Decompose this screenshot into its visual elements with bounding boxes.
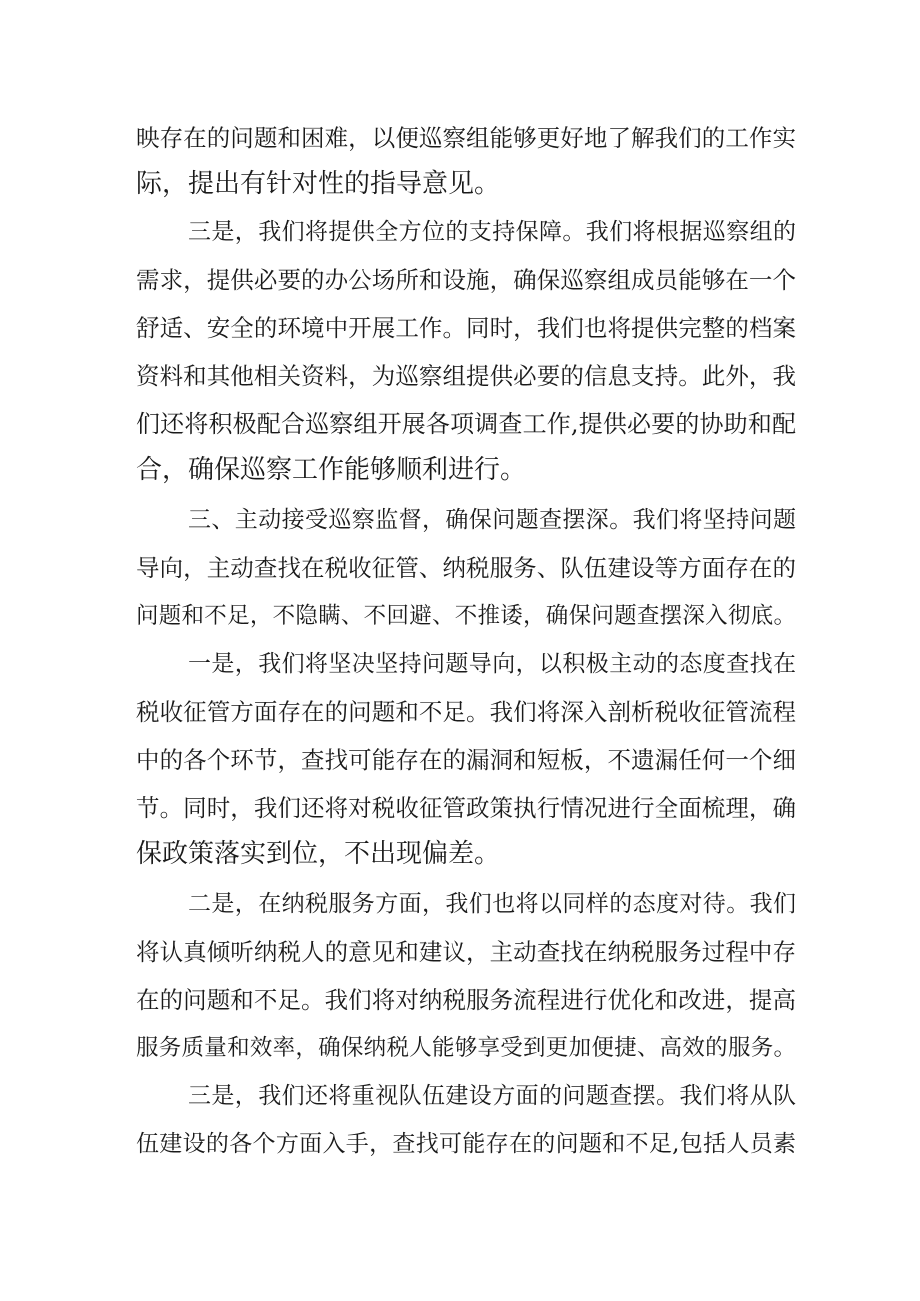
text-line: 资料和其他相关资料，为巡察组提供必要的信息支持。此外，我 bbox=[136, 362, 796, 390]
text-line: 二是，在纳税服务方面，我们也将以同样的态度对待。我们 bbox=[188, 891, 796, 917]
text-line: 问题和不足，不隐瞒、不回避、不推诿，确保问题查摆深入彻底。 bbox=[136, 603, 796, 629]
text-line: 伍建设的各个方面入手，查找可能存在的问题和不足,包括人员素 bbox=[136, 1131, 796, 1157]
text-line: 需求，提供必要的办公场所和设施，确保巡察组成员能够在一个 bbox=[136, 266, 796, 294]
text-line: 导向，主动查找在税收征管、纳税服务、队伍建设等方面存在的 bbox=[136, 554, 796, 582]
text-line: 三是，我们将提供全方位的支持保障。我们将根据巡察组的 bbox=[188, 219, 796, 245]
text-line: 三、主动接受巡察监督，确保问题查摆深。我们将坚持问题 bbox=[188, 507, 796, 533]
text-line: 一是，我们将坚决坚持问题导向，以积极主动的态度查找在 bbox=[188, 651, 796, 677]
text-line: 三是，我们还将重视队伍建设方面的问题查摆。我们将从队 bbox=[188, 1083, 796, 1109]
text-line: 映存在的问题和困难，以便巡察组能够更好地了解我们的工作实 bbox=[136, 124, 796, 152]
text-line: 际，提出有针对性的指导意见。 bbox=[136, 169, 501, 199]
text-line: 将认真倾听纳税人的意见和建议，主动查找在纳税服务过程中存 bbox=[136, 938, 796, 966]
text-line: 在的问题和不足。我们将对纳税服务流程进行优化和改进，提高 bbox=[136, 986, 796, 1014]
text-line: 保政策落实到位，不出现偏差。 bbox=[136, 839, 501, 869]
text-line: 税收征管方面存在的问题和不足。我们将深入剖析税收征管流程 bbox=[136, 698, 796, 726]
text-line: 节。同时，我们还将对税收征管政策执行情况进行全面梳理，确 bbox=[136, 794, 796, 822]
text-line: 服务质量和效率，确保纳税人能够享受到更加便捷、高效的服务。 bbox=[136, 1035, 796, 1061]
text-line: 们还将积极配合巡察组开展各项调查工作,提供必要的协助和配 bbox=[136, 410, 796, 438]
text-line: 合，确保巡察工作能够顺利进行。 bbox=[136, 455, 527, 485]
text-line: 中的各个环节，查找可能存在的漏洞和短板，不遗漏任何一个细 bbox=[136, 746, 796, 774]
text-line: 舒适、安全的环境中开展工作。同时，我们也将提供完整的档案 bbox=[136, 314, 796, 342]
